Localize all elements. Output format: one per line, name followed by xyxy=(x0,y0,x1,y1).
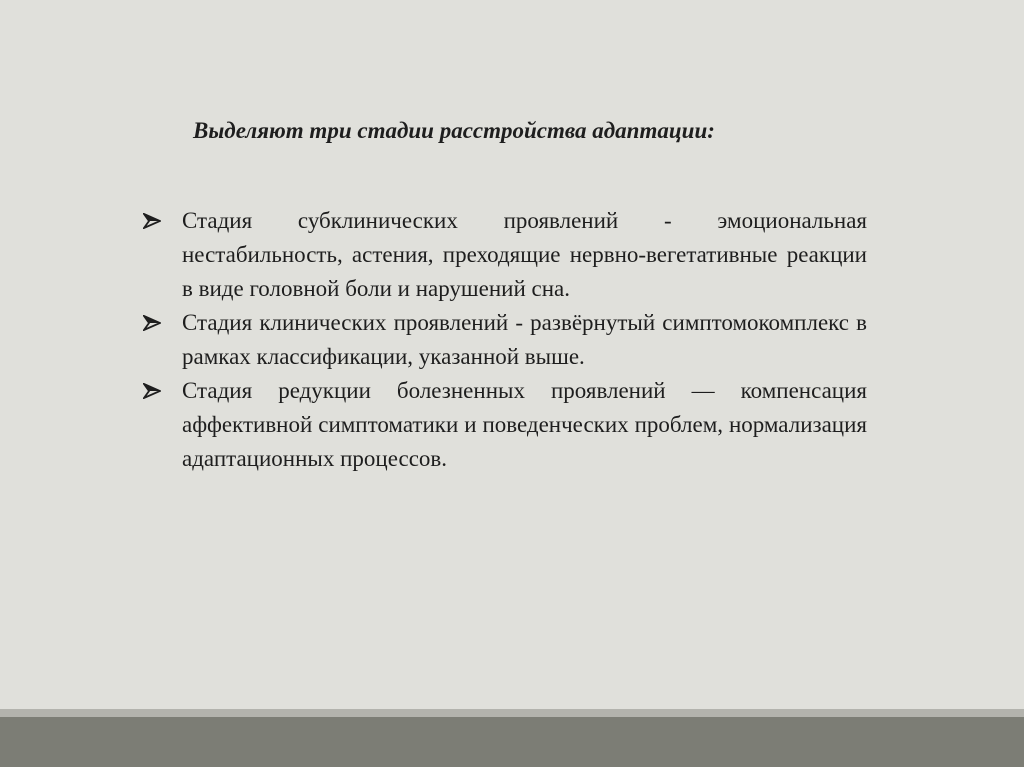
footer-divider xyxy=(0,709,1024,717)
arrowhead-bullet-icon xyxy=(143,383,161,399)
stage-item-1 xyxy=(141,204,867,306)
stage-list xyxy=(141,204,867,476)
stage-item-text: Стадия субклинических проявлений - эмоциональная нестабильность, астения, преходящие нервно-вегетативные реакции в виде головной боли и нарушений сна. xyxy=(182,208,867,301)
slide-heading: Выделяют три стадии расстройства адаптации: xyxy=(193,118,715,143)
stage-item-3 xyxy=(141,374,867,476)
stage-item-2 xyxy=(141,306,867,374)
arrowhead-bullet-icon xyxy=(143,213,161,229)
stage-item-text: Стадия редукции болезненных проявлений — компенсация аффективной симптоматики и поведенческих проблем, нормализация адаптационных процессов. xyxy=(182,378,867,471)
stage-item-text: Стадия клинических проявлений - развёрнутый симптомокомплекс в рамках классификации, указанной выше. xyxy=(182,310,867,369)
arrowhead-bullet-icon xyxy=(143,315,161,331)
footer-band xyxy=(0,717,1024,767)
